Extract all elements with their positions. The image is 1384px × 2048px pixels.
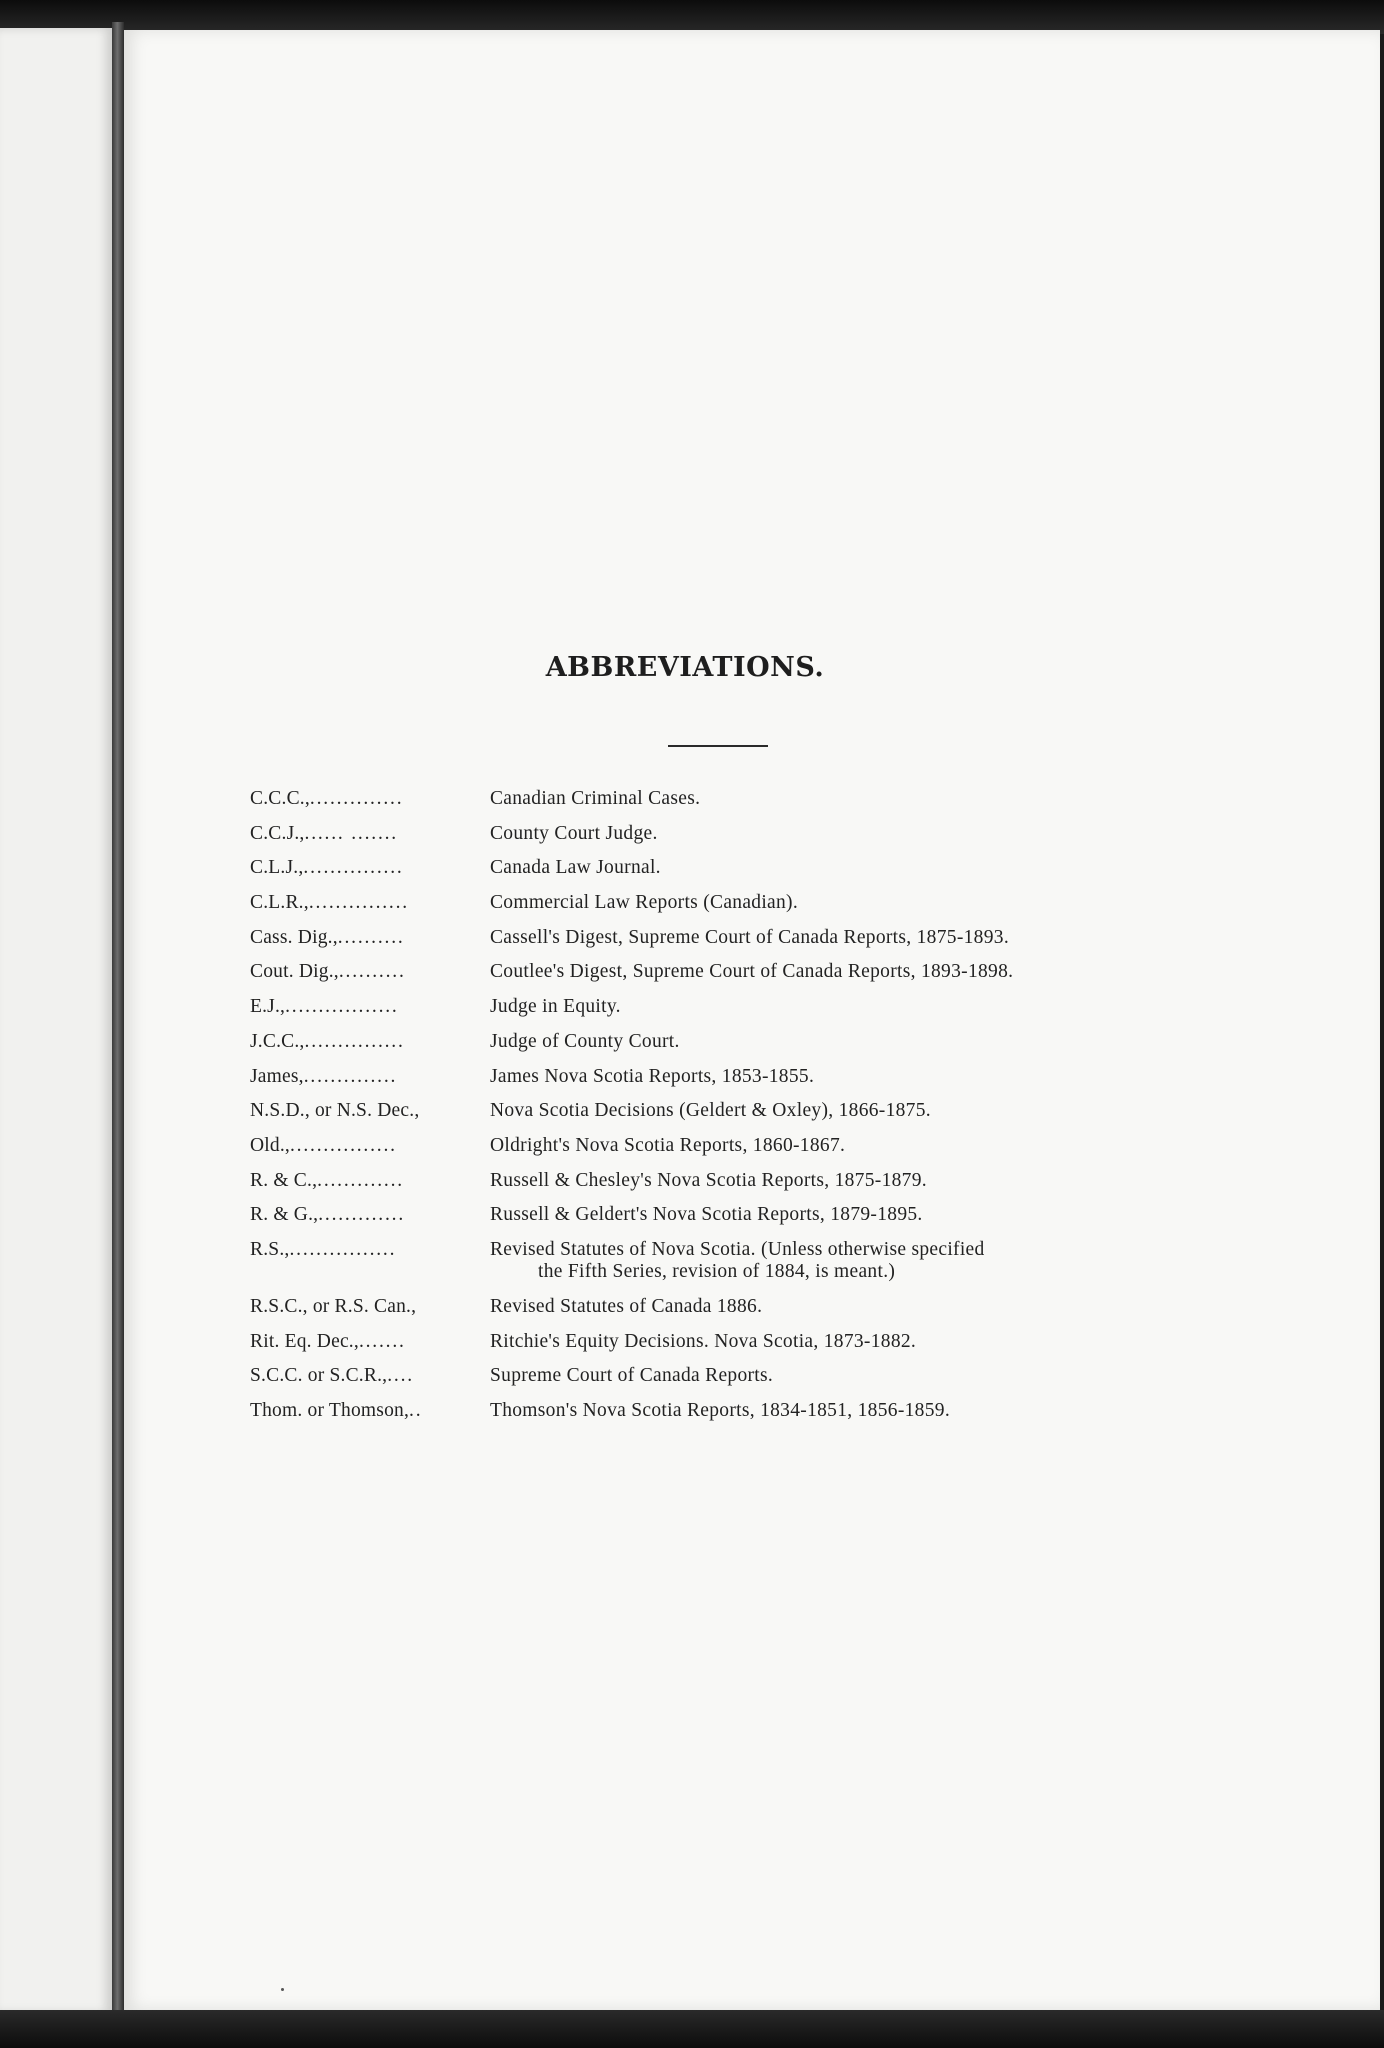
- leader-dots: ..........: [338, 961, 406, 983]
- abbreviation: [250, 961, 490, 983]
- leader-dots: ...............: [308, 892, 409, 914]
- title-rule: [668, 745, 768, 747]
- abbreviation-text: Rit. Eq. Dec.,: [250, 1330, 359, 1352]
- abbreviation-text: James,: [250, 1065, 304, 1087]
- abbreviation: [250, 1170, 490, 1192]
- dust-speck: [281, 1988, 284, 1991]
- meaning-continuation: the Fifth Series, revision of 1884, is meant.): [538, 1260, 896, 1282]
- abbreviation: [250, 1066, 490, 1088]
- page-title: ABBREVIATIONS.: [545, 652, 825, 683]
- meaning-line: Revised Statutes of Nova Scotia. (Unless otherwise specified: [490, 1238, 985, 1260]
- abbreviation-meaning: Canadian Criminal Cases.: [490, 788, 701, 809]
- abbreviation-meaning: [490, 1239, 1250, 1283]
- abbreviation-text: Thom. or Thomson,: [250, 1400, 410, 1421]
- leader-dots: ...... .......: [304, 822, 398, 844]
- scan-top-edge: [0, 0, 1384, 34]
- abbreviation-meaning: Judge in Equity.: [490, 996, 621, 1018]
- book-gutter: [112, 22, 124, 2012]
- abbreviation-entry: [250, 1365, 1250, 1400]
- abbreviation-entry: [250, 1239, 1250, 1296]
- abbreviation-entry: [250, 1031, 1250, 1066]
- abbreviation-entry: [250, 1066, 1250, 1101]
- abbreviation-meaning: Oldright's Nova Scotia Reports, 1860-1867.: [490, 1134, 846, 1156]
- abbreviation-entry: [250, 961, 1250, 996]
- abbreviation-meaning: Russell & Chesley's Nova Scotia Reports, 1875-1879.: [490, 1169, 927, 1191]
- abbreviation-meaning: Canada Law Journal.: [490, 857, 661, 879]
- abbreviation: [250, 1135, 490, 1157]
- abbreviation-entry: [250, 927, 1250, 962]
- abbreviation-entry: [250, 1135, 1250, 1170]
- leader-dots: ..............: [303, 1065, 398, 1087]
- abbreviation-entry: [250, 996, 1250, 1031]
- abbreviation-text: C.C.J.,: [250, 822, 305, 844]
- abbreviation: [250, 788, 490, 810]
- abbreviation-text: C.L.J.,: [250, 857, 304, 879]
- abbreviation: [250, 1365, 490, 1387]
- abbreviation-text: R. & C.,: [250, 1169, 318, 1191]
- abbreviation-meaning: Ritchie's Equity Decisions. Nova Scotia, 1873-1882.: [490, 1330, 917, 1352]
- abbreviation-entry: [250, 1331, 1250, 1366]
- abbreviation-text: Old.,: [250, 1134, 290, 1156]
- abbreviation-entry: [250, 1204, 1250, 1239]
- abbreviation: [250, 823, 490, 845]
- abbreviation: [250, 1031, 490, 1053]
- leader-dots: .............: [318, 1204, 406, 1226]
- abbreviation-meaning: County Court Judge.: [490, 822, 658, 844]
- abbreviation: [250, 1296, 490, 1318]
- abbreviation: [250, 1100, 490, 1122]
- abbreviation-text: Cout. Dig.,: [250, 961, 339, 983]
- leader-dots: ................: [289, 1238, 397, 1260]
- abbreviation-meaning: Judge of County Court.: [490, 1030, 680, 1052]
- abbreviation: [250, 996, 490, 1018]
- abbreviation-text: J.C.C.,: [250, 1030, 305, 1052]
- leader-dots: .............: [317, 1169, 404, 1191]
- abbreviation-text: R. & G.,: [250, 1204, 319, 1226]
- abbreviation: [250, 892, 490, 914]
- leader-dots: ...............: [303, 857, 404, 879]
- abbreviation: [250, 1400, 490, 1422]
- leader-dots: ................: [290, 1134, 397, 1156]
- leader-dots: ...............: [304, 1030, 405, 1052]
- abbreviation: [250, 1331, 490, 1353]
- abbreviation: [250, 1239, 490, 1261]
- abbreviation-meaning: James Nova Scotia Reports, 1853-1855.: [490, 1065, 815, 1087]
- abbreviation-entry: [250, 892, 1250, 927]
- abbreviation-meaning: Coutlee's Digest, Supreme Court of Canada Reports, 1893-1898.: [490, 961, 1014, 983]
- leader-dots: .......: [358, 1330, 406, 1352]
- abbreviation-meaning: Thomson's Nova Scotia Reports, 1834-1851, 1856-1859.: [490, 1400, 950, 1421]
- abbreviation-text: C.C.C.,: [250, 788, 310, 809]
- abbreviation-text: N.S.D., or N.S. Dec.,: [250, 1100, 420, 1122]
- abbreviation-meaning: Revised Statutes of Canada 1886.: [490, 1295, 763, 1317]
- leader-dots: ..: [409, 1400, 423, 1421]
- abbreviation-meaning: Nova Scotia Decisions (Geldert & Oxley), 1866-1875.: [490, 1100, 931, 1122]
- abbreviation-entry: [250, 1296, 1250, 1331]
- abbreviation-meaning: Cassell's Digest, Supreme Court of Canada Reports, 1875-1893.: [490, 926, 1009, 948]
- leader-dots: ....: [387, 1365, 414, 1387]
- abbreviation-entry: [250, 1170, 1250, 1205]
- abbreviation: [250, 927, 490, 949]
- abbreviation-entry: [250, 857, 1250, 892]
- facing-page: [0, 28, 112, 2013]
- abbreviation-text: C.L.R.,: [250, 892, 309, 914]
- abbreviation-text: R.S.C., or R.S. Can.,: [250, 1295, 417, 1317]
- abbreviations-list: [250, 788, 1250, 1435]
- abbreviation-entry: [250, 788, 1250, 823]
- abbreviation-meaning: Commercial Law Reports (Canadian).: [490, 892, 799, 914]
- abbreviation-entry: [250, 1100, 1250, 1135]
- abbreviation: [250, 857, 490, 879]
- abbreviation-text: R.S.,: [250, 1238, 290, 1260]
- leader-dots: ..........: [337, 926, 405, 948]
- abbreviation-meaning: Russell & Geldert's Nova Scotia Reports, 1879-1895.: [490, 1204, 923, 1226]
- abbreviation-text: E.J.,: [250, 996, 286, 1018]
- abbreviation-entry: [250, 1400, 1250, 1435]
- scan-bottom-edge: [0, 2010, 1384, 2048]
- abbreviation-text: Cass. Dig.,: [250, 926, 338, 948]
- leader-dots: .................: [285, 996, 399, 1018]
- abbreviation-text: S.C.C. or S.C.R.,: [250, 1365, 388, 1387]
- leader-dots: ..............: [309, 788, 404, 809]
- abbreviation-meaning: Supreme Court of Canada Reports.: [490, 1365, 774, 1387]
- abbreviation: [250, 1204, 490, 1226]
- abbreviation-entry: [250, 823, 1250, 858]
